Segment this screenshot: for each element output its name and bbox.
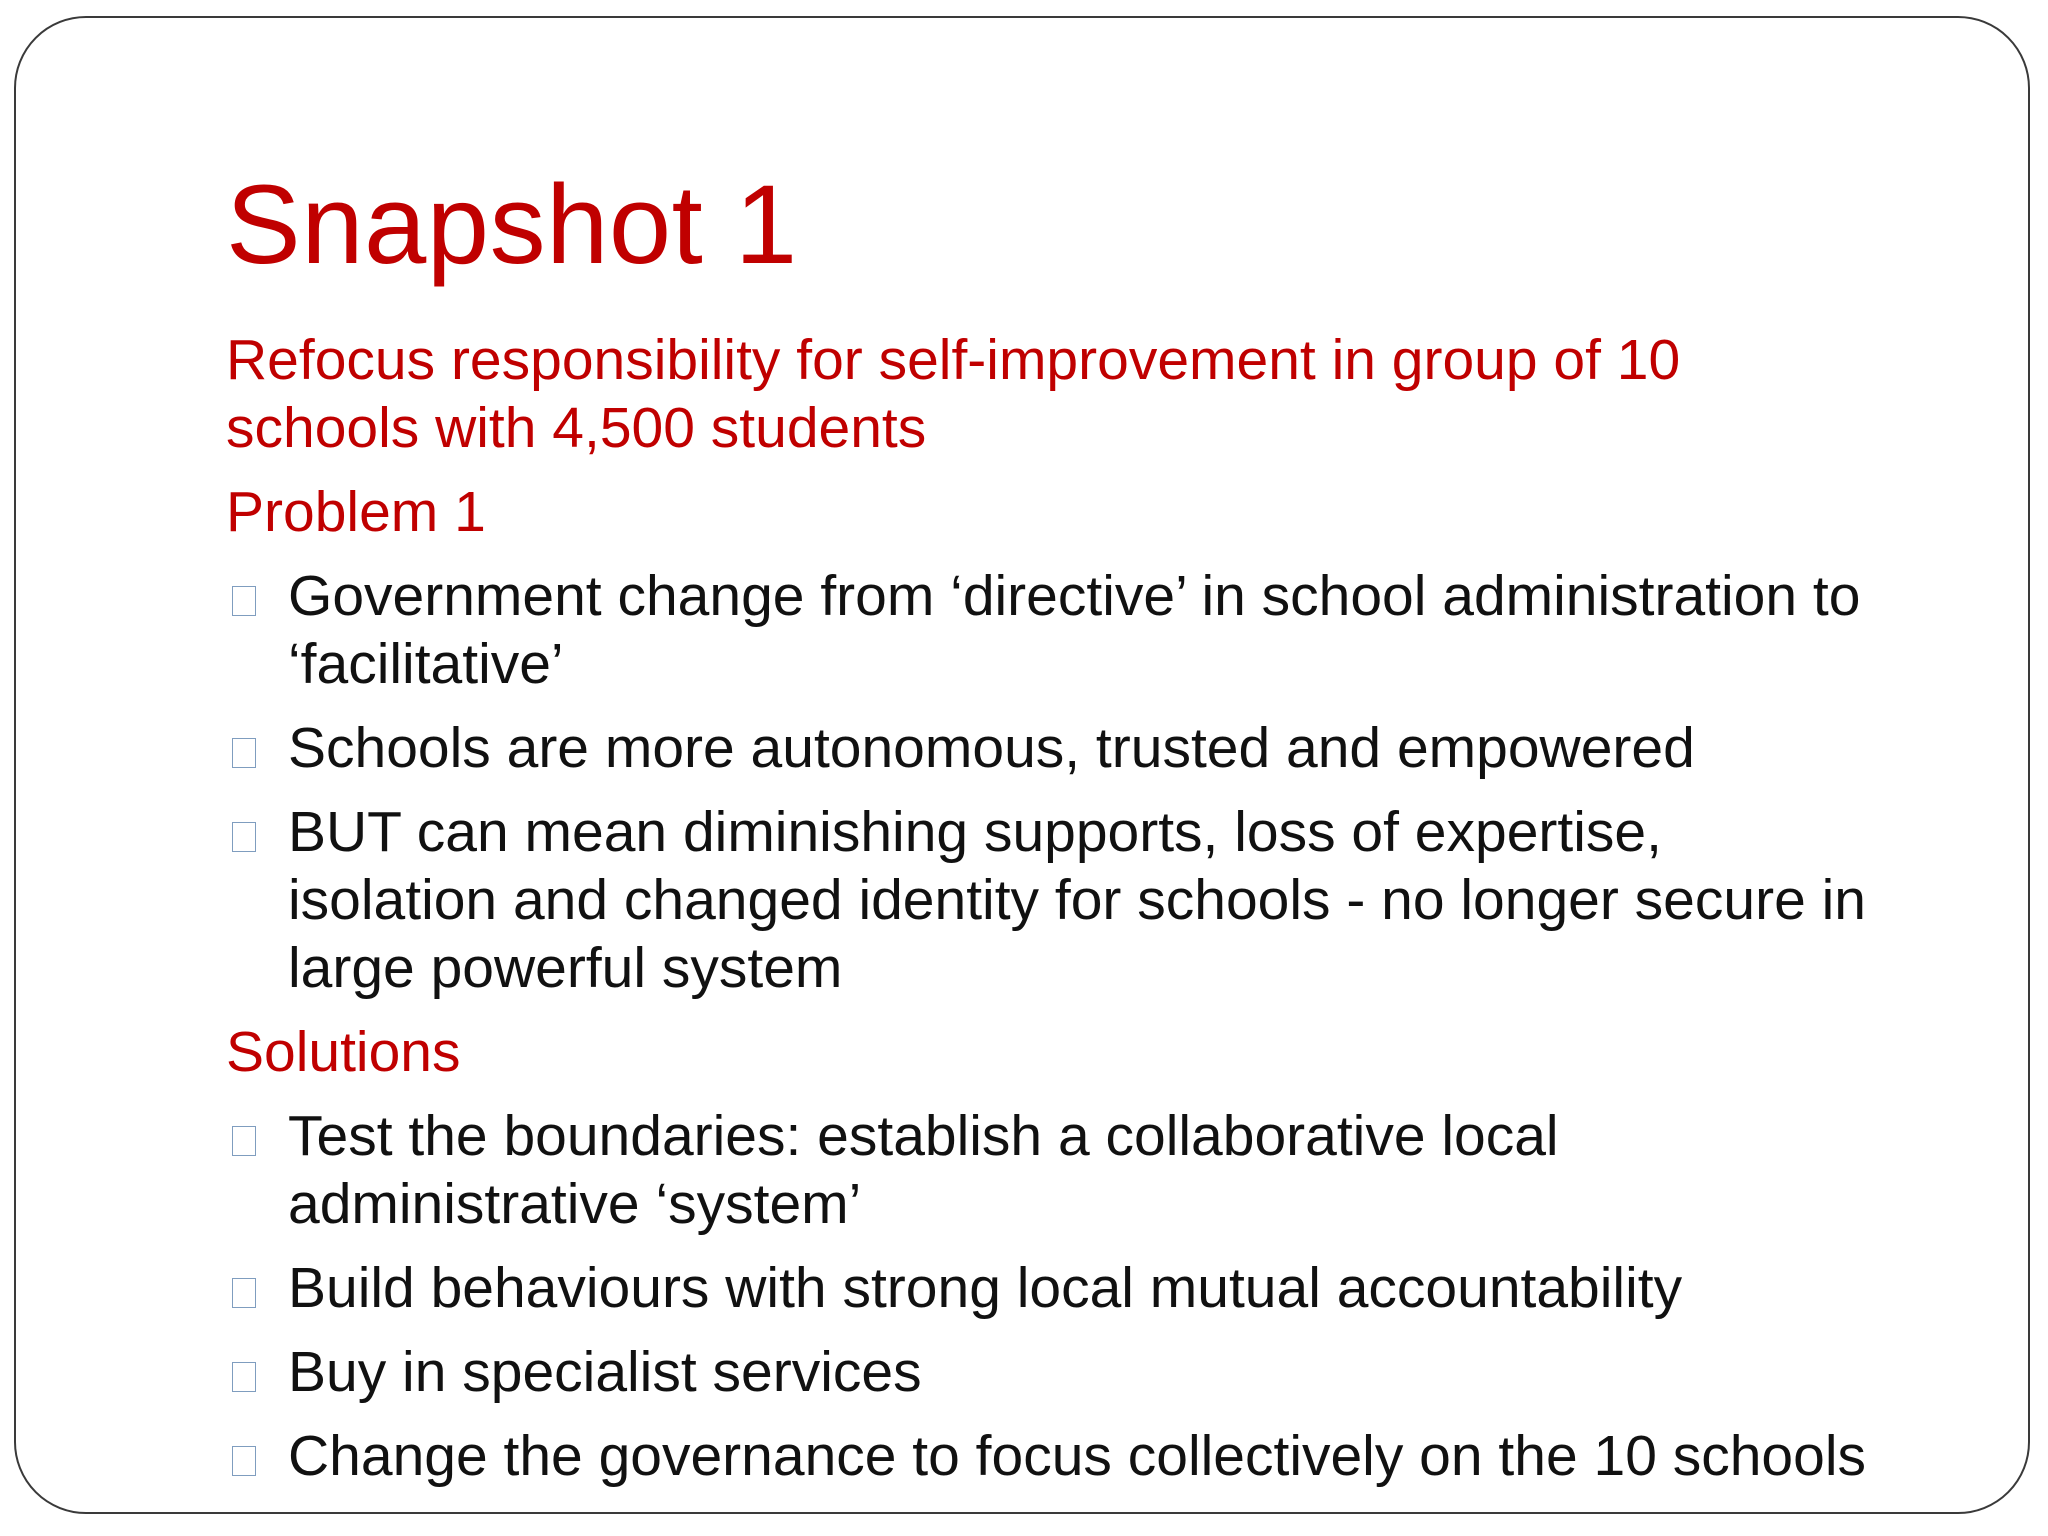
bullet-box-icon <box>232 1362 256 1392</box>
problem-item-text: Government change from ‘directive’ in school administration to ‘facilitative’ <box>288 564 1861 696</box>
solution-item <box>226 1338 1866 1406</box>
bullet-box-icon <box>232 822 256 852</box>
problem-item <box>226 714 1866 782</box>
problem-item <box>226 562 1866 698</box>
slide-content <box>226 160 1866 1490</box>
slide-subtitle: Refocus responsibility for self-improvement in group of 10 schools with 4,500 students <box>226 328 1681 460</box>
problem-list <box>226 562 1866 1002</box>
solution-item <box>226 1102 1866 1238</box>
solutions-heading: Solutions <box>226 1020 461 1084</box>
problem-heading: Problem 1 <box>226 480 486 544</box>
bullet-box-icon <box>232 1126 256 1156</box>
problem-item <box>226 798 1866 1002</box>
problem-item-text: Schools are more autonomous, trusted and empowered <box>288 716 1695 780</box>
slide-title: Snapshot 1 <box>226 162 798 287</box>
solution-item <box>226 1254 1866 1322</box>
solution-item-text: Buy in specialist services <box>288 1340 922 1404</box>
solution-item <box>226 1422 1866 1490</box>
bullet-box-icon <box>232 738 256 768</box>
bullet-box-icon <box>232 1278 256 1308</box>
problem-item-text: BUT can mean diminishing supports, loss of expertise, isolation and changed identity for schools - no longer secure in large powerful system <box>288 800 1866 1000</box>
solution-item-text: Test the boundaries: establish a collaborative local administrative ‘system’ <box>288 1104 1559 1236</box>
bullet-box-icon <box>232 586 256 616</box>
solution-list <box>226 1102 1866 1490</box>
solution-item-text: Build behaviours with strong local mutual accountability <box>288 1256 1683 1320</box>
solution-item-text: Change the governance to focus collectively on the 10 schools <box>288 1424 1866 1488</box>
bullet-box-icon <box>232 1446 256 1476</box>
